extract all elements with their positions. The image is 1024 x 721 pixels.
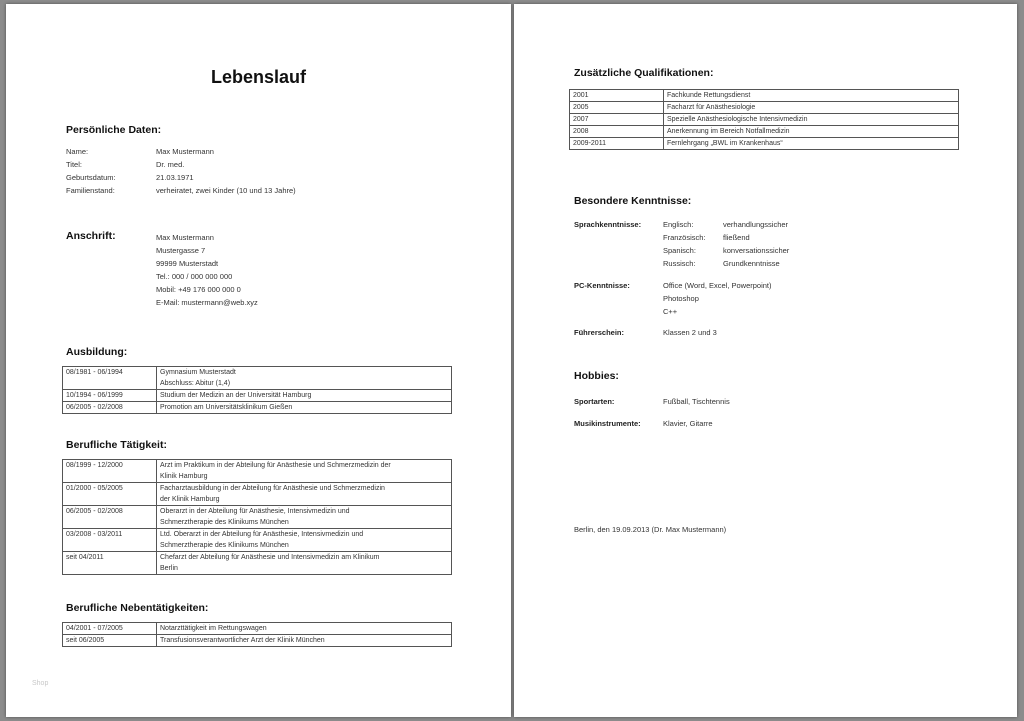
personal-label-birthdate: Geburtsdatum:	[66, 173, 116, 182]
personal-label-name: Name:	[66, 147, 89, 156]
table-cell-line: Arzt im Praktikum in der Abteilung für Anästhesie und Schmerzmedizin der	[160, 462, 391, 469]
table-row	[63, 635, 452, 647]
table-cell-line: Klinik Hamburg	[160, 473, 208, 480]
table-cell-text: Spezielle Anästhesiologische Intensivmedizin	[664, 114, 959, 126]
table-cell-line: Gymnasium Musterstadt	[160, 369, 236, 376]
qualifications-heading: Zusätzliche Qualifikationen:	[574, 67, 714, 79]
table-cell-date: 03/2008 - 03/2011	[63, 529, 157, 552]
address-phone: Tel.: 000 / 000 000 000	[156, 272, 233, 281]
pc-skill: C++	[663, 307, 678, 316]
table-cell-line: Ltd. Oberarzt in der Abteilung für Anästhesie, Intensivmedizin und	[160, 531, 364, 538]
table-cell-date: 2008	[570, 126, 664, 138]
address-line: 99999 Musterstadt	[156, 259, 219, 268]
table-row	[63, 506, 452, 529]
sports-label: Sportarten:	[574, 397, 615, 406]
personal-heading: Persönliche Daten:	[66, 124, 162, 136]
table-cell-date: 2001	[570, 90, 664, 102]
language-level: konversationssicher	[723, 246, 790, 255]
music-label: Musikinstrumente:	[574, 419, 641, 428]
table-row	[63, 623, 452, 635]
table-cell-date: seit 04/2011	[63, 552, 157, 575]
pc-skills-label: PC-Kenntnisse:	[574, 281, 630, 290]
table-cell-text: Facharzt für Anästhesiologie	[664, 102, 959, 114]
qualifications-table	[569, 89, 959, 150]
table-cell-line: Schmerztherapie des Klinikums München	[160, 519, 289, 526]
table-cell-line: Schmerztherapie des Klinikums München	[160, 542, 289, 549]
license-label: Führerschein:	[574, 328, 625, 337]
document-title: Lebenslauf	[211, 67, 307, 87]
table-cell-text: Fernlehrgang „BWL im Krankenhaus“	[664, 138, 959, 150]
table-cell-line: Oberarzt in der Abteilung für Anästhesie, Intensivmedizin und	[160, 508, 350, 515]
table-row	[570, 114, 959, 126]
language-level: fließend	[723, 233, 750, 242]
language-level: verhandlungssicher	[723, 220, 789, 229]
table-cell-text: Promotion am Universitätsklinikum Gießen	[157, 402, 452, 414]
table-row	[570, 90, 959, 102]
table-cell-text: Notarzttätigkeit im Rettungswagen	[157, 623, 452, 635]
table-row	[570, 126, 959, 138]
table-cell-date: 06/2005 - 02/2008	[63, 402, 157, 414]
watermark: Shop	[32, 680, 49, 687]
sports-value: Fußball, Tischtennis	[663, 397, 730, 406]
document-page-right	[514, 4, 1017, 717]
table-cell-date: 2009-2011	[570, 138, 664, 150]
career-heading: Berufliche Tätigkeit:	[66, 439, 167, 451]
table-cell-line: Abschluss: Abitur (1,4)	[160, 380, 231, 387]
education-heading: Ausbildung:	[66, 346, 128, 358]
address-line: Max Mustermann	[156, 233, 214, 242]
table-cell-date: 08/1981 - 06/1994	[63, 367, 157, 390]
personal-value-name: Max Mustermann	[156, 147, 214, 156]
table-cell-text	[157, 460, 452, 483]
table-cell-date: 01/2000 - 05/2005	[63, 483, 157, 506]
language-level: Grundkenntnisse	[723, 259, 780, 268]
table-cell-date: 2007	[570, 114, 664, 126]
table-cell-date: 04/2001 - 07/2005	[63, 623, 157, 635]
table-row	[63, 390, 452, 402]
table-cell-text: Anerkennung im Bereich Notfallmedizin	[664, 126, 959, 138]
table-cell-date: 10/1994 - 06/1999	[63, 390, 157, 402]
address-email: E-Mail: mustermann@web.xyz	[156, 298, 258, 307]
pc-skill: Photoshop	[663, 294, 699, 303]
education-table	[62, 366, 452, 414]
personal-value-marital: verheiratet, zwei Kinder (10 und 13 Jahre)	[156, 186, 296, 195]
signature-line: Berlin, den 19.09.2013 (Dr. Max Mustermann)	[574, 525, 727, 534]
language-name: Spanisch:	[663, 246, 696, 255]
table-row	[63, 402, 452, 414]
table-row	[570, 102, 959, 114]
table-cell-text	[157, 367, 452, 390]
skills-heading: Besondere Kenntnisse:	[574, 195, 692, 207]
license-value: Klassen 2 und 3	[663, 328, 717, 337]
language-name: Russisch:	[663, 259, 696, 268]
table-cell-line: Facharztausbildung in der Abteilung für Anästhesie und Schmerzmedizin	[160, 485, 385, 492]
table-cell-text	[157, 529, 452, 552]
table-cell-text: Fachkunde Rettungsdienst	[664, 90, 959, 102]
document-page-left	[6, 4, 511, 717]
table-row	[63, 483, 452, 506]
table-cell-text	[157, 506, 452, 529]
table-cell-line: der Klinik Hamburg	[160, 496, 220, 503]
career-table	[62, 459, 452, 575]
music-value: Klavier, Gitarre	[663, 419, 713, 428]
table-cell-text	[157, 552, 452, 575]
side-jobs-table	[62, 622, 452, 647]
personal-label-title: Titel:	[66, 160, 82, 169]
table-row	[63, 529, 452, 552]
table-cell-text: Transfusionsverantwortlicher Arzt der Klinik München	[157, 635, 452, 647]
address-heading: Anschrift:	[66, 230, 116, 242]
table-cell-text	[157, 483, 452, 506]
table-row	[63, 367, 452, 390]
address-line: Mustergasse 7	[156, 246, 206, 255]
table-cell-date: 08/1999 - 12/2000	[63, 460, 157, 483]
personal-value-title: Dr. med.	[156, 160, 185, 169]
table-cell-line: Chefarzt der Abteilung für Anästhesie und Intensivmedizin am Klinikum	[160, 554, 380, 561]
pc-skill: Office (Word, Excel, Powerpoint)	[663, 281, 772, 290]
table-cell-line: Berlin	[160, 565, 178, 572]
table-row	[63, 552, 452, 575]
address-mobile: Mobil: +49 176 000 000 0	[156, 285, 241, 294]
side-jobs-heading: Berufliche Nebentätigkeiten:	[66, 602, 209, 614]
table-cell-date: seit 06/2005	[63, 635, 157, 647]
languages-label: Sprachkenntnisse:	[574, 220, 642, 229]
personal-label-marital: Familienstand:	[66, 186, 115, 195]
table-row	[570, 138, 959, 150]
table-cell-date: 2005	[570, 102, 664, 114]
language-name: Französisch:	[663, 233, 706, 242]
table-row	[63, 460, 452, 483]
table-cell-text: Studium der Medizin an der Universität Hamburg	[157, 390, 452, 402]
personal-value-birthdate: 21.03.1971	[156, 173, 194, 182]
table-cell-date: 06/2005 - 02/2008	[63, 506, 157, 529]
language-name: Englisch:	[663, 220, 694, 229]
hobbies-heading: Hobbies:	[574, 370, 619, 382]
